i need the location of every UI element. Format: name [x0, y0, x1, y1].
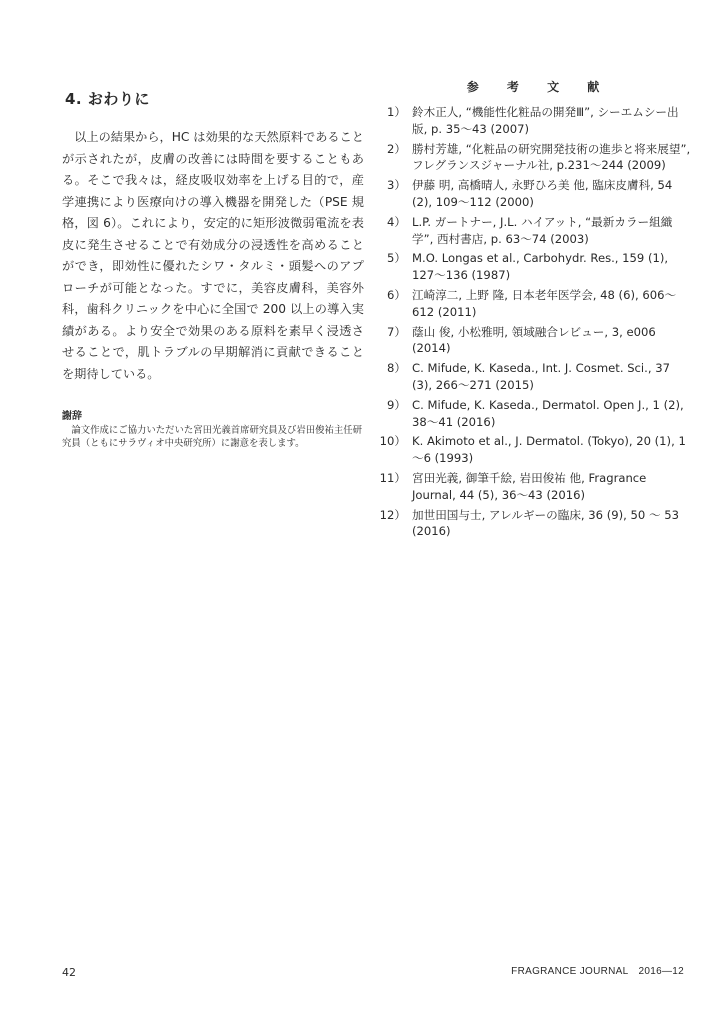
reference-number: 5） — [387, 251, 406, 266]
reference-item — [374, 141, 692, 175]
reference-number: 1） — [387, 105, 406, 119]
conclusion-paragraph: 以上の結果から，HC は効果的な天然原料であることが示されたが，皮膚の改善には時間を要することもある。そこで我々は，経皮吸収効率を上げる目的で，産学連携により医療向けの導入機器を開発した（PSE 規格，図 6）。これにより，安定的に矩形波微弱電流を表皮に発生させることで有効成分の浸透性を高めることができ，即効性に優れたシワ・タルミ・頭髪へのアプローチが可能となった。すでに，美容皮膚科，美容外科，歯科クリニックを中心に全国で 200 以上の導入実績がある。より安全で効果のある原料を素早く浸透させることで，肌トラブルの早期解消に貢献できることを期待している。 — [62, 130, 364, 381]
reference-text: M.O. Longas et al., Carbohydr. Res., 159 (1), 127～136 (1987) — [412, 251, 669, 283]
reference-item — [374, 250, 692, 284]
reference-item — [374, 287, 692, 321]
reference-item — [374, 507, 692, 541]
acknowledgment-title: 謝辞 — [62, 411, 82, 422]
acknowledgment — [62, 407, 364, 450]
reference-number: 12） — [379, 507, 406, 522]
journal-issue: 2016—12 — [638, 966, 684, 977]
reference-item — [374, 470, 692, 504]
reference-text: 勝村芳雄, “化粧品の研究開発技術の進歩と将来展望”, フレグランスジャーナル社, p.231～244 (2009) — [412, 141, 691, 173]
reference-text: 加世田国与士, アレルギーの臨床, 36 (9), 50 ～ 53 (2016) — [412, 507, 680, 539]
reference-item — [374, 360, 692, 394]
reference-number: 8） — [387, 361, 406, 376]
reference-text: C. Mifude, K. Kaseda., Int. J. Cosmet. Sci., 37 (3), 266～271 (2015) — [412, 361, 670, 392]
reference-text: K. Akimoto et al., J. Dermatol. (Tokyo), 20 (1), 1～6 (1993) — [412, 434, 686, 466]
reference-number: 10） — [379, 434, 406, 449]
conclusion-body — [62, 127, 364, 385]
reference-number: 9） — [387, 397, 406, 412]
reference-text: L.P. ガートナー, J.L. ハイアット, “最新カラー組織学”, 西村書店, p. 63～74 (2003) — [412, 214, 673, 246]
references-title: 参 考 文 献 — [466, 80, 612, 94]
reference-item — [374, 324, 692, 358]
acknowledgment-text: 論文作成にご協力いただいた宮田光義首席研究員及び岩田俊祐主任研究員（ともにサラヴィオ中央研究所）に謝意を表します。 — [62, 425, 363, 449]
journal-footer — [501, 966, 684, 977]
reference-number: 2） — [387, 141, 406, 156]
left-column — [62, 88, 364, 450]
reference-item — [374, 433, 692, 467]
reference-number: 7） — [387, 324, 406, 339]
reference-list — [374, 104, 692, 540]
reference-number: 3） — [387, 178, 406, 193]
reference-item — [374, 214, 692, 248]
reference-number: 4） — [387, 214, 406, 229]
section-title: 4. おわりに — [65, 90, 150, 108]
reference-text: 伊藤 明, 高橋晴人, 永野ひろ美 他, 臨床皮膚科, 54 (2), 109～112 (2000) — [412, 178, 673, 209]
reference-number: 11） — [379, 470, 406, 485]
reference-text: 宮田光義, 御筆千絵, 岩田俊祐 他, Fragrance Journal, 44 (5), 36～43 (2016) — [412, 470, 647, 502]
reference-text: C. Mifude, K. Kaseda., Dermatol. Open J., 1 (2), 38～41 (2016) — [412, 397, 684, 429]
reference-number: 6） — [387, 287, 406, 302]
reference-text: 鈴木正人, “機能性化粧品の開発Ⅲ”, シーエムシー出版, p. 35～43 (2007) — [412, 105, 679, 136]
reference-item — [374, 104, 692, 138]
page-number: 42 — [62, 966, 76, 979]
reference-text: 蔭山 俊, 小松雅明, 領域融合レビュー, 3, e006 (2014) — [412, 324, 656, 356]
reference-text: 江崎淳二, 上野 隆, 日本老年医学会, 48 (6), 606～612 (2011) — [412, 287, 677, 319]
journal-name: FRAGRANCE JOURNAL — [511, 966, 629, 977]
reference-item — [374, 177, 692, 211]
reference-item — [374, 397, 692, 431]
references-column — [374, 78, 692, 543]
